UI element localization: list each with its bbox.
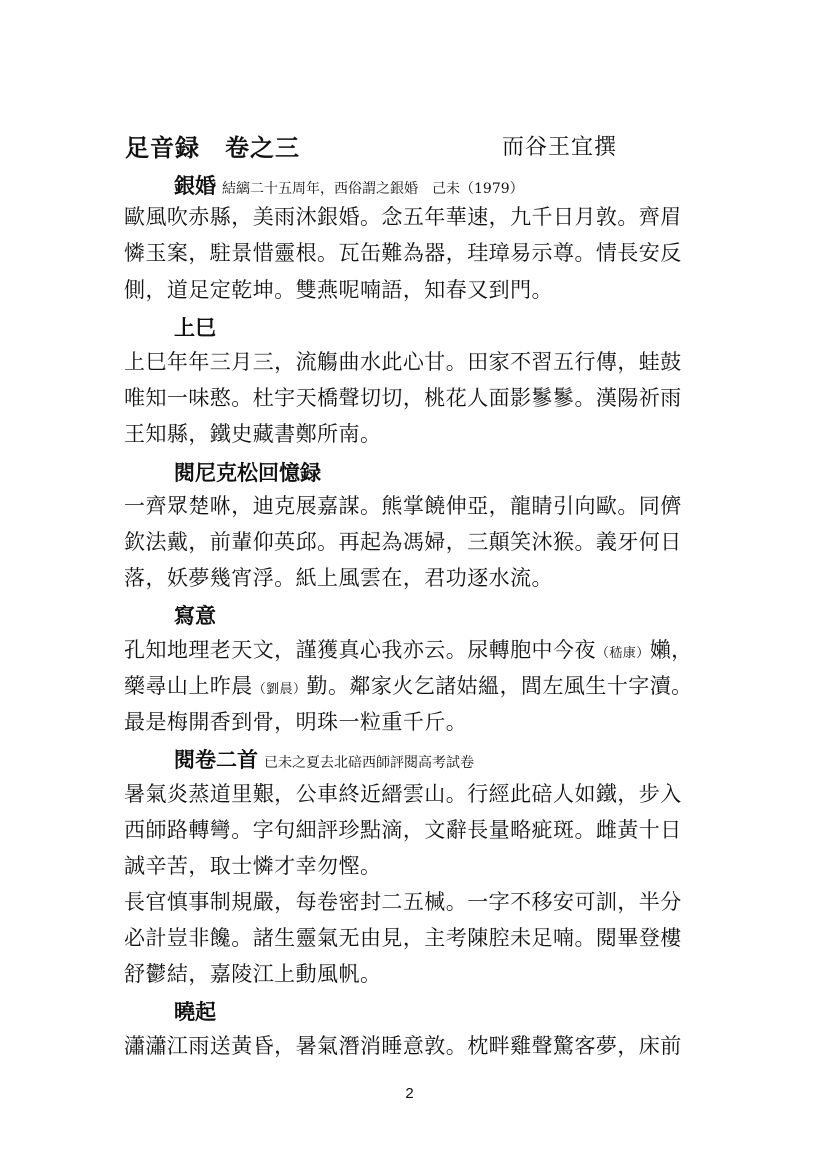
- book-title: 足音録 卷之三: [125, 133, 300, 162]
- poem-line: 西師路轉彎。字句細評珍點滴，文辭長量略疵斑。雌黃十日: [124, 818, 682, 842]
- poem-title: 銀婚: [174, 173, 216, 198]
- poem-line: 一齊眾楚咻，迪克展嘉謀。熊掌饒伸亞，龍睛引向歐。同儕: [124, 494, 682, 518]
- inline-note: （劉晨）: [252, 682, 307, 697]
- poem-line: 最是梅開香到骨，明珠一粒重千斤。: [124, 710, 468, 734]
- inline-note: （嵇康）: [595, 646, 650, 661]
- poem-title: 閱尼克松回憶録: [174, 460, 321, 485]
- poem-line-text: 孔知地理老天文，謹獲真心我亦云。尿轉胞中今夜: [124, 638, 596, 662]
- poem-title-grading-papers: [174, 744, 474, 774]
- poem-title: 上巳: [174, 315, 216, 340]
- poem-line: 歐風吹赤縣，美雨沐銀婚。念五年華速，九千日月敦。齊眉: [124, 205, 682, 229]
- poem-title: 曉起: [174, 999, 216, 1024]
- poem-line: 上巳年年三月三，流觴曲水此心甘。田家不習五行傳，蛙鼓: [124, 350, 682, 374]
- poem-note: 已未之夏去北碚西師評閱高考試卷: [264, 755, 474, 771]
- poem-line: 誠辛苦，取士憐才幸勿慳。: [124, 854, 382, 878]
- poem-title-xiaoqi: [174, 996, 216, 1026]
- title-row: [125, 128, 725, 164]
- poem-line: 瀟瀟江雨送黃昏，暑氣潛消睡意敦。枕畔雞聲驚客夢，床前: [124, 1034, 682, 1058]
- poem-line: 落，妖夢幾宵浮。紙上風雲在，君功逐水流。: [124, 566, 553, 590]
- poem-line-text: 藥尋山上昨晨: [124, 674, 253, 698]
- author-line: 而谷王宜撰: [502, 135, 618, 160]
- poem-line: 必計豈非饞。諸生靈氣无由見，主考陳腔未足喃。閱畢登樓: [124, 926, 682, 950]
- poem-title: 寫意: [174, 603, 216, 628]
- poem-line: 暑氣炎蒸道里艱，公車終近縉雲山。行經此碚人如鐵，步入: [124, 782, 682, 806]
- poem-line: 唯知一味憨。杜宇天橋聲切切，桃花人面影鬖鬖。漢陽祈雨: [124, 386, 682, 410]
- poem-line: 舒鬱結，嘉陵江上動風帆。: [124, 962, 382, 986]
- page-number: 2: [405, 1085, 414, 1102]
- poem-line-text: 勤。鄰家火乞諸姑縕，閭左風生十字瀆。: [306, 674, 693, 698]
- poem-title-nixon-memoirs: [174, 457, 321, 487]
- poem-line-text: 嬾，: [649, 638, 693, 662]
- poem-line: 長官慎事制規嚴，每卷密封二五椷。一字不移安可訓，半分: [124, 890, 682, 914]
- poem-title: 閱卷二首: [174, 747, 258, 772]
- poem-title-silver-wedding: [174, 170, 524, 200]
- poem-note: 結縭二十五周年，西俗謂之銀婚 己未（1979）: [222, 181, 524, 197]
- poem-line: 欽法戴，前輩仰英邱。再起為馮婦，三顛笑沐猴。義牙何日: [124, 530, 682, 554]
- poem-line: 憐玉案，駐景惜靈根。瓦缶難為器，珪璋易示尊。情長安反: [124, 241, 682, 265]
- poem-title-xieyi: [174, 600, 216, 630]
- poem-title-shangsi: [174, 312, 216, 342]
- poem-line: 王知縣，鐵史藏書鄭所南。: [124, 422, 382, 446]
- poem-line: 側，道足定乾坤。雙燕呢喃語，知春又到門。: [124, 278, 553, 302]
